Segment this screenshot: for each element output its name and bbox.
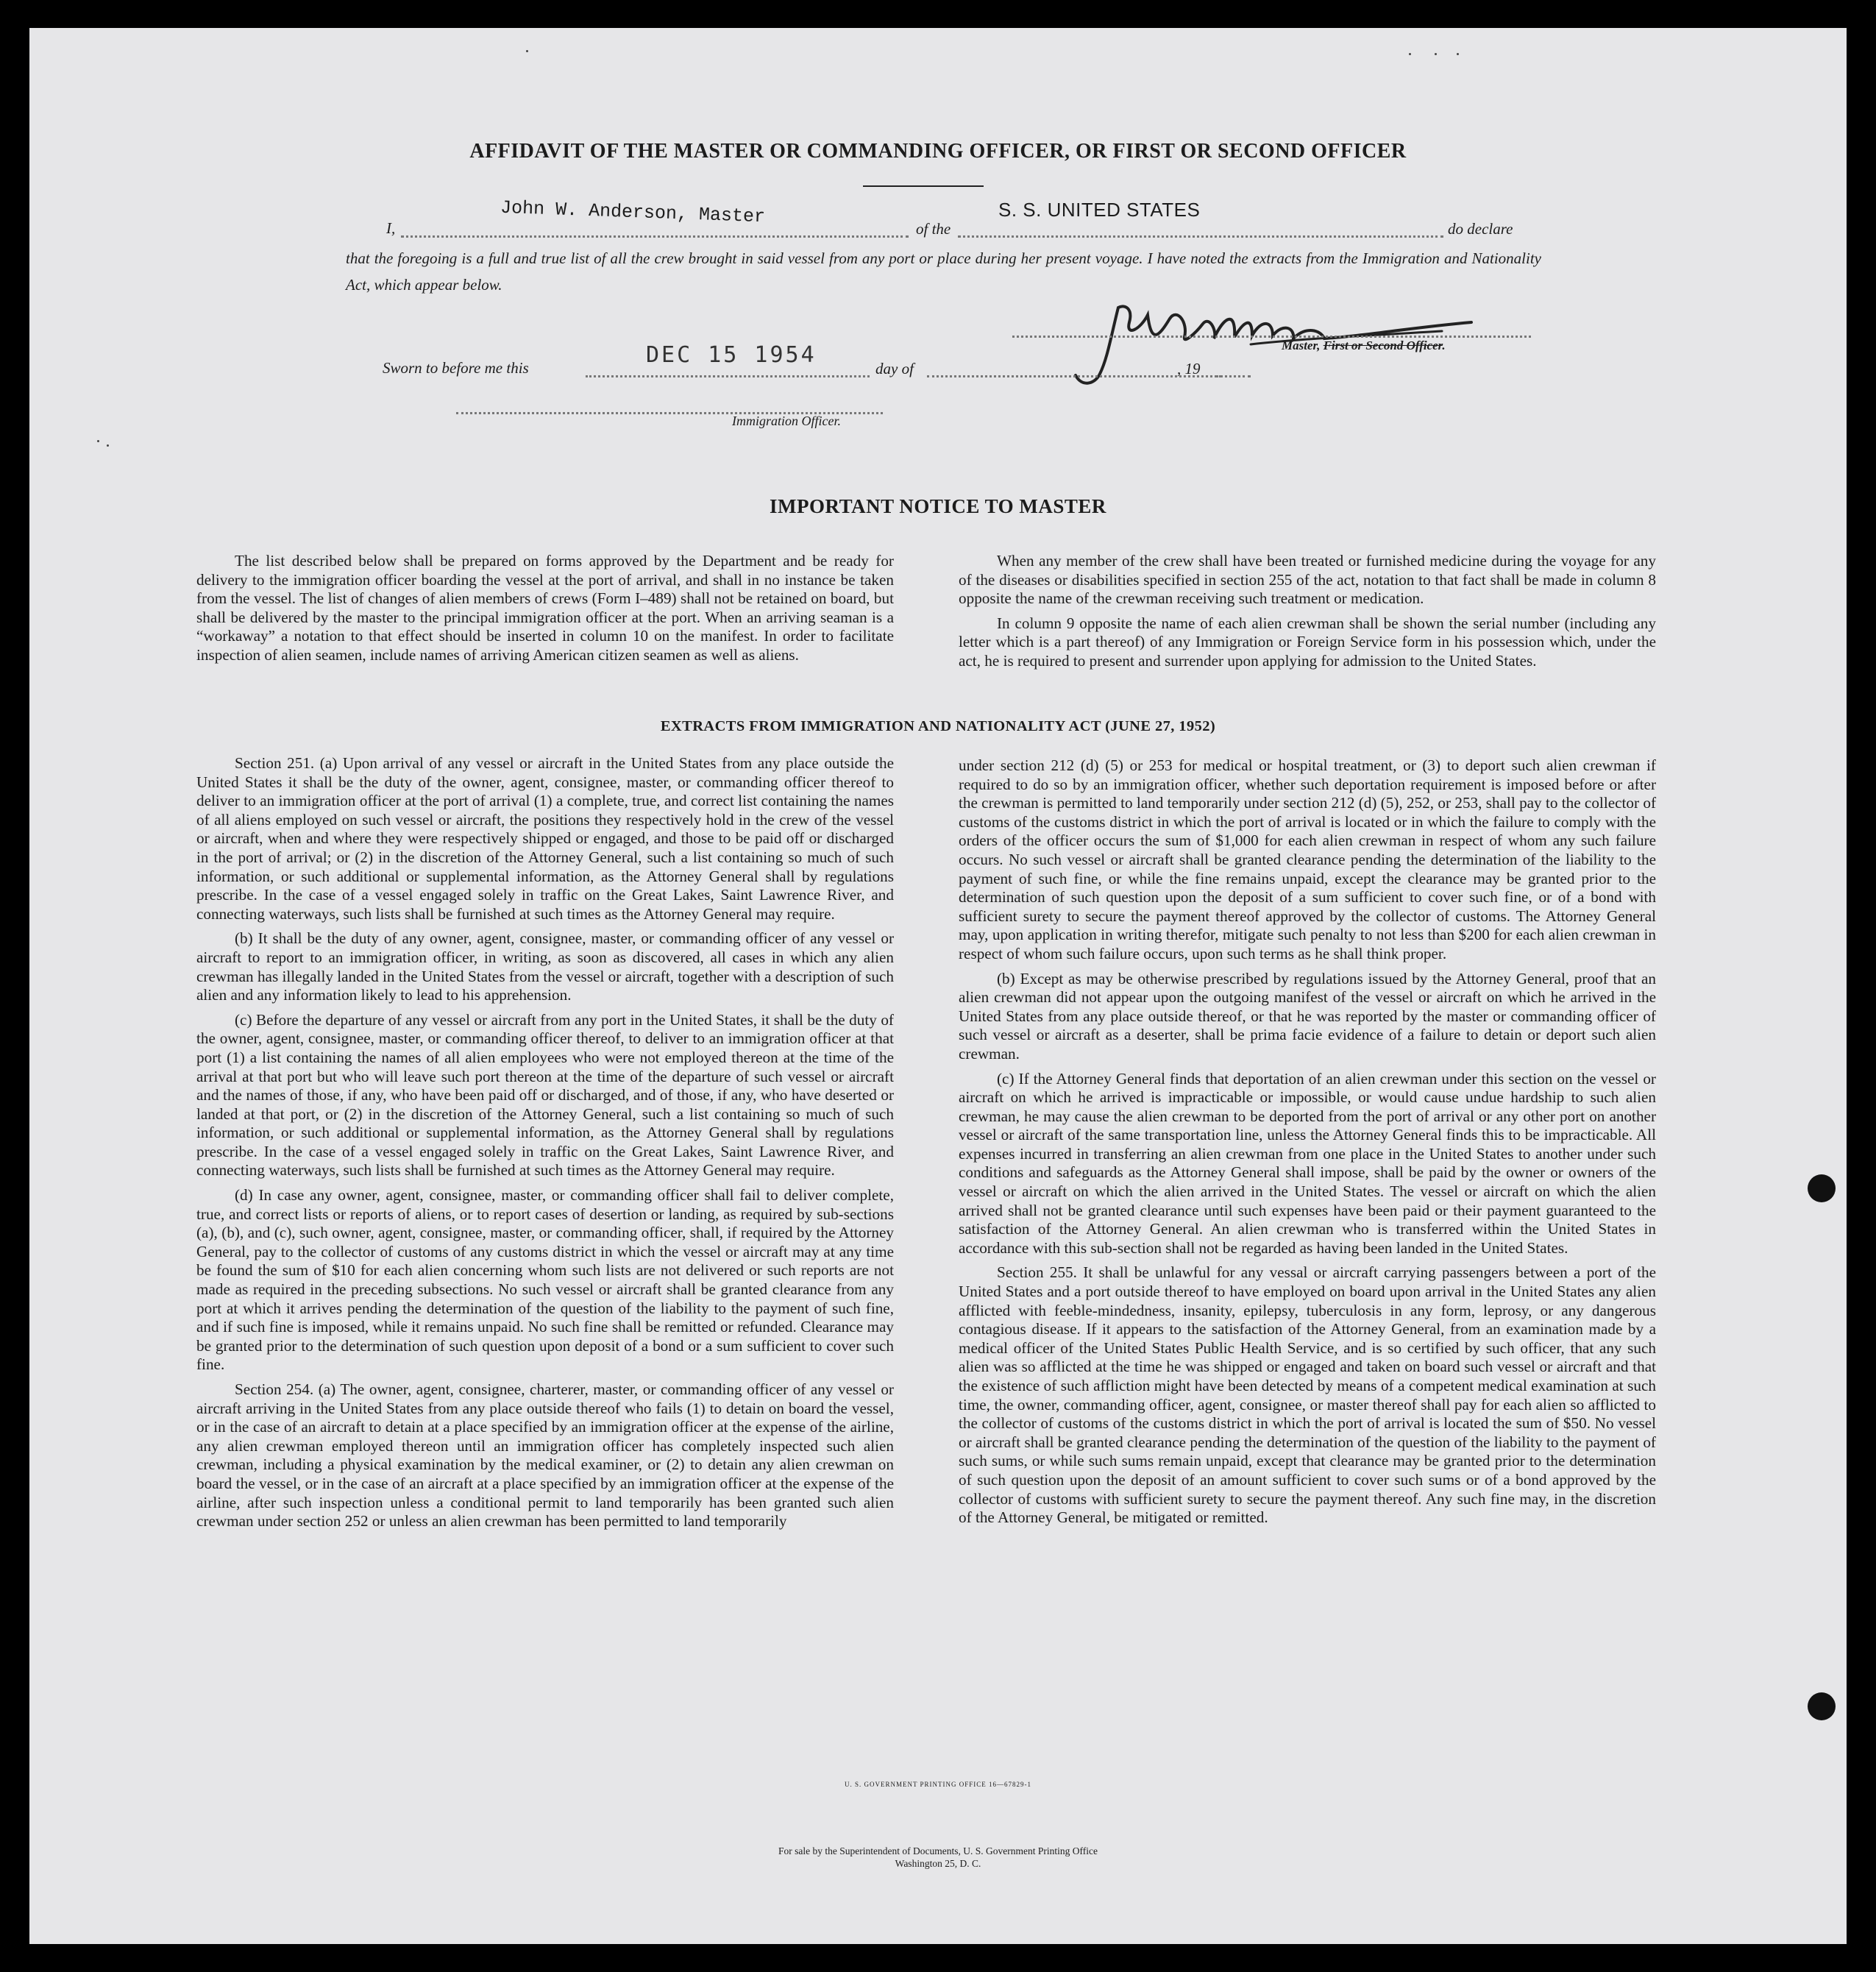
signature-line bbox=[1012, 336, 1531, 338]
section-254c: (c) If the Attorney General finds that deportation of an alien crewman under this section on the vessel or aircraft on which he arrived is impracticable or impossible, or would cause undue hardship to such alien crewman, he may cause the alien crewman to be deported from the port of arrival or any other port on another vessel or aircraft of the same transportation line, unless the Attorney General finds this to be impracticable. All expenses incurred in transferring an alien crewman from one place in the United States to another under such conditions and safeguards as the Attorney General shall impose, shall be paid by the owner or owners of the vessel or aircraft on which the alien arrived in the United States. The vessel or aircraft on which the alien arrived shall not be granted clearance until such expenses have been paid or their payment guaranteed to the satisfaction of the Attorney General. An alien crewman who is transferred within the United States in accordance with this sub-section shall not be regarded as having been landed in the United States. bbox=[959, 1069, 1656, 1257]
section-251d: (d) In case any owner, agent, consignee, master, or commanding officer shall fail to deliver complete, true, and correct lists or reports of aliens, or to report cases of desertion or landing, as required by sub-sections (a), (b), and (c), such owner, agent, consignee, master, or commanding officer, shall, if required by the Attorney General, pay to the collector of customs of any customs district in which the vessel or aircraft may at any time be found the sum of $10 for each alien concerning whom such lists are not delivered or such reports are not made as required in the preceding subsections. No such vessel or aircraft shall be granted clearance from any port at which it arrives pending the determination of the question of the liability to the payment of such fine, and if such fine is imposed, while it remains unpaid. No such fine shall be remitted or refunded. Clearance may be granted prior to the determination of such question upon deposit of a bond or a sum sufficient to cover such fine. bbox=[196, 1186, 894, 1374]
speck bbox=[107, 444, 109, 447]
section-255: Section 255. It shall be unlawful for any vessal or aircraft carrying passengers between a port of the United States and a port outside thereof to have employed on board upon arrival in the United States any alien afflicted with feeble-mindedness, insanity, epilepsy, tuberculosis in any form, leprosy, or any dangerous contagious disease. If it appears to the satisfaction of the Attorney General, from an examination made by a medical officer of the United States Public Health Service, and is so certified by such officer, that any such alien was so afflicted at the time he was shipped or engaged and taken on board such vessel or aircraft and that the existence of such affliction might have been detected by means of a competent medical examination at such time, the owner, commanding officer, agent, consignee, or master thereof shall pay for each alien so afflicted to the collector of customs of the customs district in which the port of arrival is located the sum of $50. No vessel or aircraft shall be granted clearance pending the determination of the question of the liability to the payment of such sums, or while such sums remain unpaid, except that clearance may be granted prior to the determination of such question upon the deposit of an amount sufficient to cover such sums or of a bond approved by the collector of customs with sufficient surety to secure the payment thereof. Any such fine may, in the discretion of the Attorney General, be mitigated or remitted. bbox=[959, 1263, 1656, 1527]
vessel-value: S. S. UNITED STATES bbox=[998, 199, 1201, 221]
i-label: I, bbox=[386, 219, 396, 237]
notice-right-column bbox=[959, 552, 1656, 677]
affidavit-statement: that the foregoing is a full and true list of all the crew brought in said vessel from any port or place during her present voyage. I have noted the extracts from the Immigration and Nationality Act, which appear below. bbox=[346, 249, 1541, 294]
notice-title: IMPORTANT NOTICE TO MASTER bbox=[770, 495, 1106, 517]
extracts-left-column bbox=[196, 754, 894, 1537]
master-title bbox=[1282, 338, 1446, 353]
document-page bbox=[29, 28, 1847, 1944]
of-the-label: of the bbox=[916, 220, 951, 238]
title-rule bbox=[863, 185, 984, 187]
sale-line-2: Washington 25, D. C. bbox=[895, 1858, 981, 1869]
notice-right-paragraph-2: In column 9 opposite the name of each alien crewman shall be shown the serial number (including any letter which is a part thereof) of any Immigration or Foreign Service form in his possession which, under the act, he is required to present and surrender upon applying for admission to the United States. bbox=[959, 614, 1656, 670]
section-251b: (b) It shall be the duty of any owner, agent, consignee, master, or commanding officer of any vessel or aircraft to report to an immigration officer, in writing, as soon as discovered, all cases in which any alien crewman has illegally landed in the United States from the vessel or aircraft, together with a description of such alien and any information likely to lead to his apprehension. bbox=[196, 929, 894, 1004]
master-period: . bbox=[1442, 338, 1446, 352]
notice-right-paragraph-1: When any member of the crew shall have been treated or furnished medicine during the voyage for any of the diseases or disabilities specified in section 255 of the act, notation to that fact shall be made in column 8 opposite the name of the crewman receiving such treatment or medication. bbox=[959, 552, 1656, 608]
section-251a: Section 251. (a) Upon arrival of any vessel or aircraft in the United States from any place outside the United States it shall be the duty of the owner, agent, consignee, master, or commanding officer thereof to deliver to an immigration officer at the port of arrival (1) a complete, true, and correct list containing the names of all aliens employed on such vessel or aircraft, the positions they respectively hold in the crew of the vessel or aircraft, when and where they were respectively shipped or engaged, and those to be paid off or discharged in the port of arrival; or (2) in the discretion of the Attorney General, such a list containing so much of such information, or such additional or supplemental information, as the Attorney General shall by regulations prescribe. In the case of a vessel engaged solely in traffic on the Great Lakes, Saint Lawrence River, and connecting waterways, such lists shall be furnished at such times as the Attorney General may require. bbox=[196, 754, 894, 923]
notice-left-column bbox=[196, 552, 894, 671]
do-declare-label: do declare bbox=[1448, 220, 1513, 238]
speck bbox=[1435, 53, 1437, 55]
affidavit-title: AFFIDAVIT OF THE MASTER OR COMMANDING OFFICER, OR FIRST OR SECOND OFFICER bbox=[469, 140, 1407, 163]
gpo-line: U. S. GOVERNMENT PRINTING OFFICE 16—67829-1 bbox=[844, 1781, 1032, 1788]
section-254a-continued: under section 212 (d) (5) or 253 for medical or hospital treatment, or (3) to deport such alien crewman if required to do so by an immigration officer, whether such deportation requirement is imposed before or after the crewman is permitted to land temporarily under section 212 (d) (5), 252, or 253, shall pay to the collector of customs of the customs district in which the port of arrival is located or in which the failure to comply with the orders of the officer occurs the sum of $1,000 for each alien crewman in respect of whom any such failure occurs. No such vessel or aircraft shall be granted clearance pending the determination of the liability to the payment of such fine, or while the fine remains unpaid, except the clearance may be granted prior to the determination of such question upon the deposit of a sum sufficient to cover such fine, or of a bond with sufficient surety to secure the payment thereof approved by the collector of customs. The Attorney General may, upon application in writing therefor, mitigate such penalty to not less than $200 for each alien crewman in respect of whom such failure occurs, upon such terms as he shall think proper. bbox=[959, 756, 1656, 962]
punch-hole-upper bbox=[1808, 1174, 1836, 1202]
signature-text: J W Anderson bbox=[1059, 293, 1064, 294]
year-line bbox=[1215, 375, 1251, 377]
sworn-date-stamp: DEC 15 1954 bbox=[646, 342, 817, 368]
year-label: , 19 bbox=[1177, 360, 1201, 377]
speck bbox=[97, 440, 99, 442]
sale-line-1: For sale by the Superintendent of Documents, U. S. Government Printing Office bbox=[778, 1845, 1098, 1856]
speck bbox=[526, 50, 528, 52]
sworn-date-line bbox=[586, 375, 870, 377]
immigration-officer-label: Immigration Officer. bbox=[732, 414, 841, 428]
section-254a-start: Section 254. (a) The owner, agent, consignee, charterer, master, or commanding officer of any vessel or aircraft arriving in the United States from any place outside thereof who fails (1) to detain on board the vessel, or in the case of an aircraft to detain at a place specified by an immigration officer at the expense of the airline, any alien crewman employed thereon until an immigration officer has completely inspected such alien crewman, including a physical examination by the medical examiner, or (2) to detain any alien crewman on board the vessel, or in the case of an aircraft at a place specified by an immigration officer at the expense of the airline, after such inspection unless a conditional permit to land temporarily has been granted such alien crewman under section 252 or unless an alien crewman has been permitted to land temporarily bbox=[196, 1380, 894, 1531]
notice-left-paragraph: The list described below shall be prepared on forms approved by the Department and be ready for delivery to the immigration officer boarding the vessel at the port of arrival, and shall in no instance be taken from the vessel. The list of changes of alien members of crews (Form I–489) shall not be retained on board, but shall be delivered by the master to the principal immigration officer at the port. When an arriving seaman is a “workaway” a notation to that effect should be inserted in column 10 on the manifest. In order to facilitate inspection of alien seamen, include names of arriving American citizen seamen as well as aliens. bbox=[196, 552, 894, 664]
name-value: John W. Anderson, Master bbox=[500, 196, 766, 228]
section-251c: (c) Before the departure of any vessel or aircraft from any port in the United States, it shall be the duty of the owner, agent, consignee, master, or commanding officer thereof, to deliver to an immigration officer at that port (1) a list containing the names of all alien employees who were not employed thereon at the time of the arrival at that port but who will leave such port thereon at the time of the departure of such vessel or aircraft and the names of those, if any, who have been paid off or discharged, and of those, if any, who have deserted or landed at that port, or (2) in the discretion of the Attorney General, such a list containing so much of such information, or such additional or supplemental information, as the Attorney General shall by regulations prescribe. In the case of a vessel engaged solely in traffic on the Great Lakes, Saint Lawrence River, and connecting waterways, such lists shall be furnished at such times as the Attorney General may require. bbox=[196, 1010, 894, 1180]
vessel-line bbox=[958, 235, 1443, 238]
name-line bbox=[401, 235, 909, 238]
master-label: Master, bbox=[1282, 338, 1321, 352]
day-of-label: day of bbox=[875, 360, 914, 377]
section-254b: (b) Except as may be otherwise prescribed by regulations issued by the Attorney General, proof that an alien crewman did not appear upon the outgoing manifest of the vessel or aircraft on which he arrived in the United States from any place outside thereof, or that he was reported by the master or commanding officer of such vessel or aircraft as a deserter, shall be prima facie evidence of a failure to detain or deport such alien crewman. bbox=[959, 969, 1656, 1063]
speck bbox=[1409, 53, 1411, 55]
struck-officer-label: First or Second Officer bbox=[1323, 338, 1443, 352]
extracts-title: EXTRACTS FROM IMMIGRATION AND NATIONALITY ACT (JUNE 27, 1952) bbox=[660, 718, 1216, 734]
punch-hole-lower bbox=[1808, 1692, 1836, 1720]
sworn-label: Sworn to before me this bbox=[383, 359, 529, 377]
speck bbox=[1457, 53, 1459, 55]
extracts-right-column bbox=[959, 756, 1656, 1533]
